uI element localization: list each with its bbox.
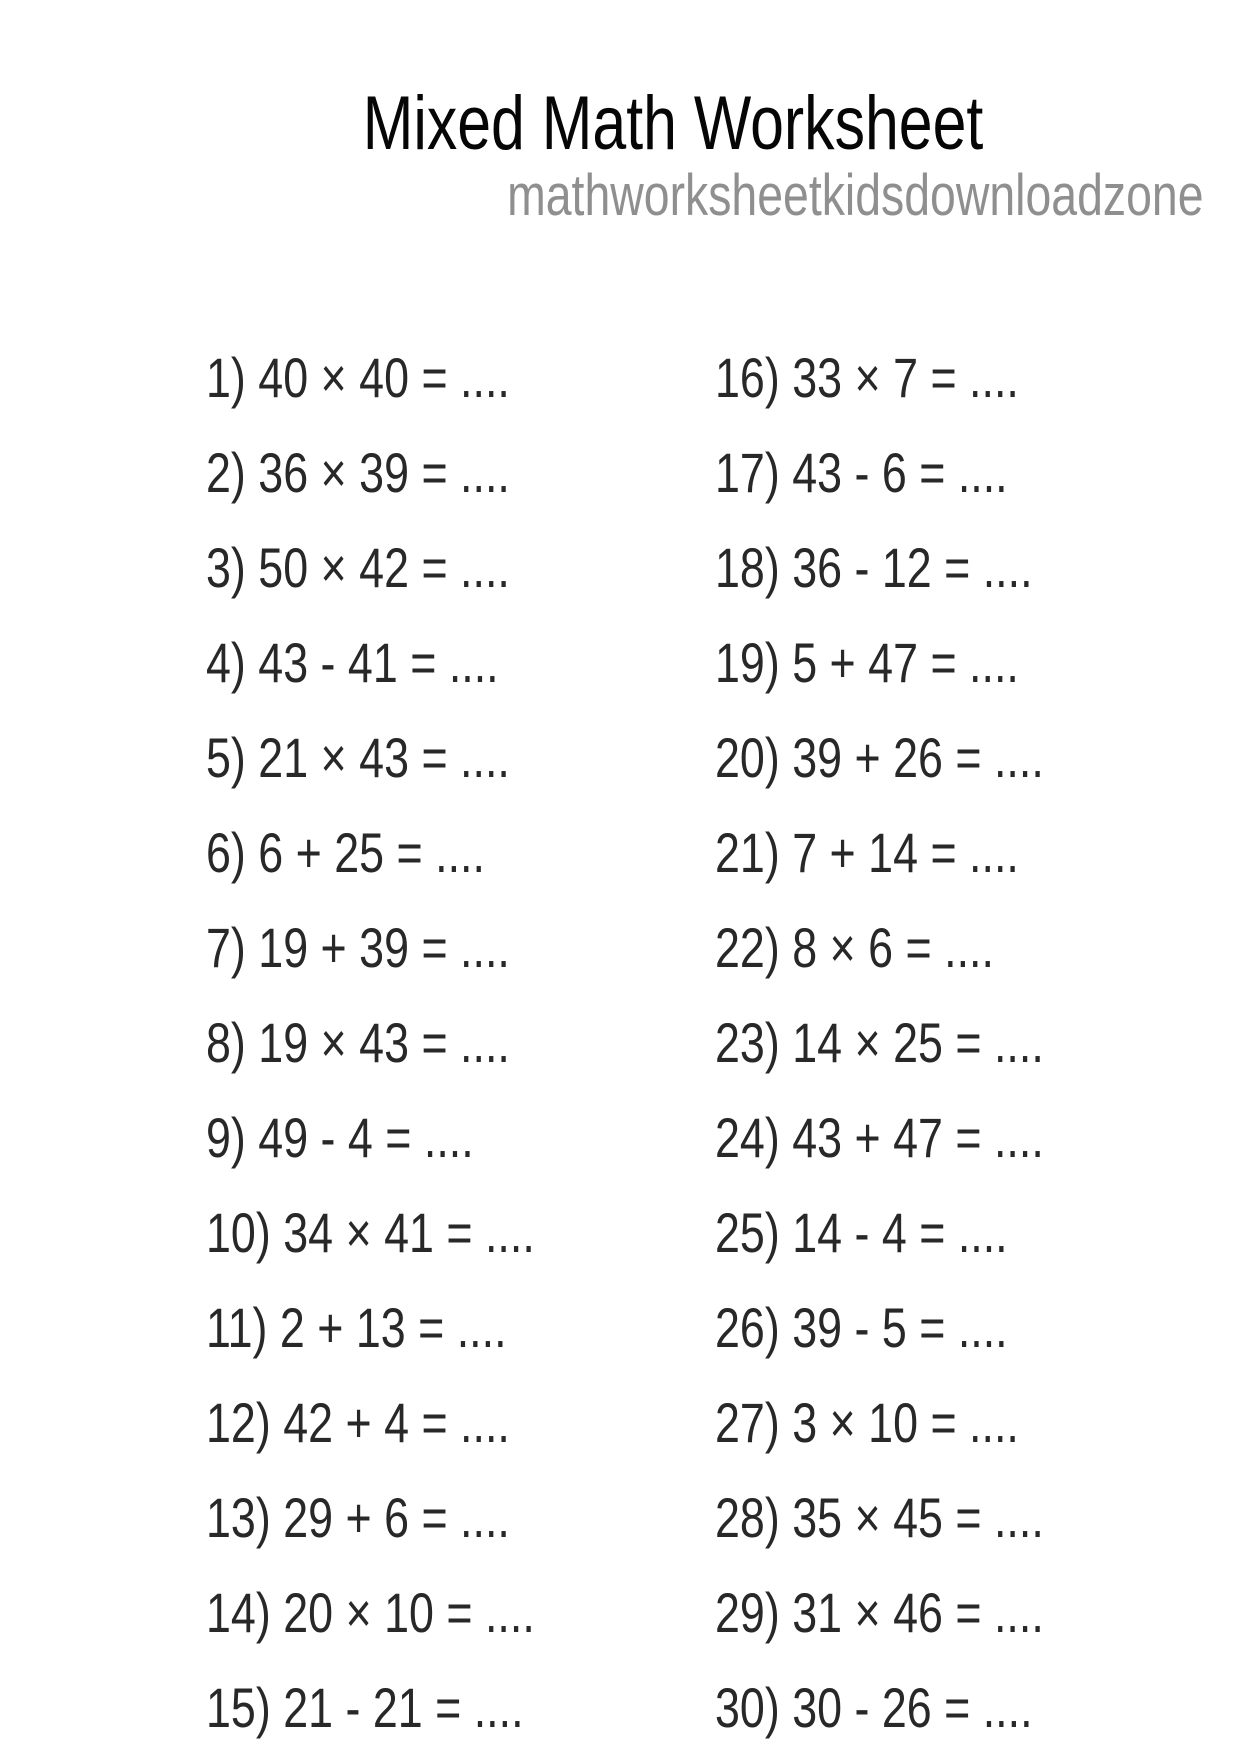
problem-row-29: 29) 31 × 46 = .... xyxy=(715,1581,1044,1644)
problem-row-15: 15) 21 - 21 = .... xyxy=(206,1676,524,1739)
problem-row-28: 28) 35 × 45 = .... xyxy=(715,1486,1044,1549)
problem-row-14: 14) 20 × 10 = .... xyxy=(206,1581,535,1644)
problem-row-27: 27) 3 × 10 = .... xyxy=(715,1391,1019,1454)
problem-row-17: 17) 43 - 6 = .... xyxy=(715,441,1008,504)
problem-row-13: 13) 29 + 6 = .... xyxy=(206,1486,510,1549)
problem-row-4: 4) 43 - 41 = .... xyxy=(206,631,499,694)
problem-row-3: 3) 50 × 42 = .... xyxy=(206,536,510,599)
problem-row-5: 5) 21 × 43 = .... xyxy=(206,726,510,789)
problem-row-21: 21) 7 + 14 = .... xyxy=(715,821,1019,884)
problem-row-7: 7) 19 + 39 = .... xyxy=(206,916,510,979)
problem-row-22: 22) 8 × 6 = .... xyxy=(715,916,994,979)
problem-row-18: 18) 36 - 12 = .... xyxy=(715,536,1033,599)
problem-row-1: 1) 40 × 40 = .... xyxy=(206,346,510,409)
problem-row-11: 11) 2 + 13 = .... xyxy=(206,1296,507,1359)
problem-row-8: 8) 19 × 43 = .... xyxy=(206,1011,510,1074)
problem-row-19: 19) 5 + 47 = .... xyxy=(715,631,1019,694)
problem-row-24: 24) 43 + 47 = .... xyxy=(715,1106,1044,1169)
problem-row-2: 2) 36 × 39 = .... xyxy=(206,441,510,504)
page-title: Mixed Math Worksheet xyxy=(362,81,984,166)
problem-row-9: 9) 49 - 4 = .... xyxy=(206,1106,474,1169)
site-watermark: mathworksheetkidsdownloadzone xyxy=(507,163,1204,228)
problem-row-23: 23) 14 × 25 = .... xyxy=(715,1011,1044,1074)
problem-row-10: 10) 34 × 41 = .... xyxy=(206,1201,535,1264)
problem-row-16: 16) 33 × 7 = .... xyxy=(715,346,1019,409)
problem-row-25: 25) 14 - 4 = .... xyxy=(715,1201,1008,1264)
problem-row-12: 12) 42 + 4 = .... xyxy=(206,1391,510,1454)
problem-row-30: 30) 30 - 26 = .... xyxy=(715,1676,1033,1739)
problems-left-column xyxy=(206,330,617,1754)
problem-row-6: 6) 6 + 25 = .... xyxy=(206,821,485,884)
problems-right-column xyxy=(715,330,1126,1754)
problem-row-26: 26) 39 - 5 = .... xyxy=(715,1296,1008,1359)
problem-row-20: 20) 39 + 26 = .... xyxy=(715,726,1044,789)
